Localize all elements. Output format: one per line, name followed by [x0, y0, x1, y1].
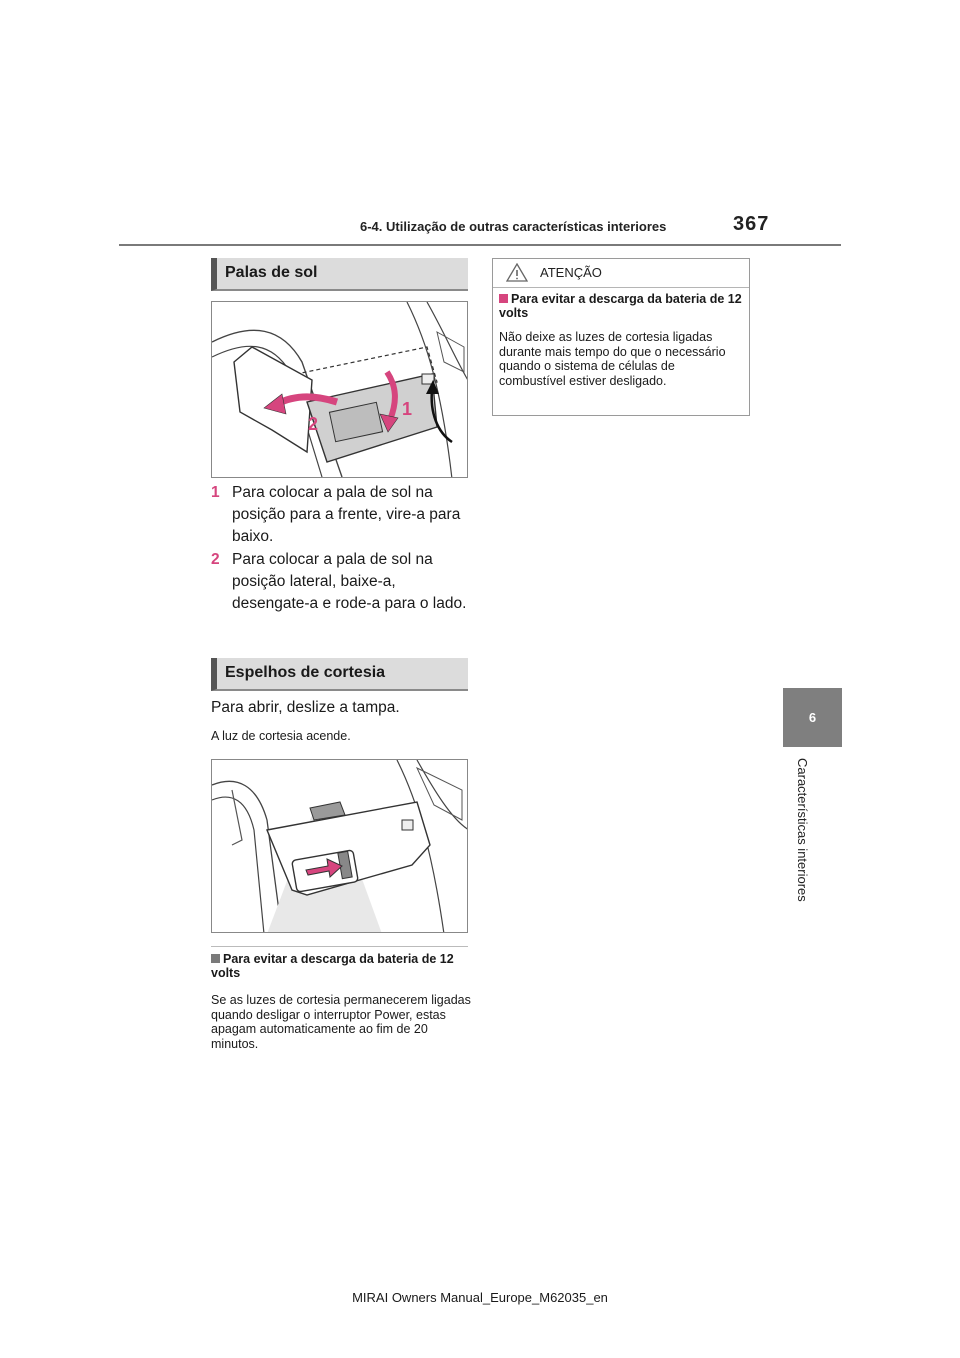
warning-heading-text: Para evitar a descarga da bateria de 12 volts: [499, 292, 742, 320]
step-1: [211, 482, 468, 548]
chapter-label: Características interiores: [795, 758, 810, 902]
bullet-square-icon: [211, 954, 220, 963]
vanity-mirrors-heading: [211, 658, 468, 691]
warning-heading: [499, 292, 743, 320]
sun-visor-illustration: [211, 301, 468, 478]
step-2: [211, 549, 468, 615]
step-2-text: Para colocar a pala de sol na posição lateral, baixe-a, desengate-a e rode-a para o lado.: [232, 551, 467, 612]
header-divider: [119, 244, 841, 246]
step-1-number: 1: [211, 484, 220, 501]
sun-visors-heading: [211, 258, 468, 291]
section-title: 6-4. Utilização de outras características interiores: [360, 219, 667, 234]
battery-note-heading-text: Para evitar a descarga da bateria de 12 volts: [211, 952, 454, 980]
battery-note-heading: [211, 952, 471, 980]
bullet-square-icon: [499, 294, 508, 303]
chapter-tab: [783, 688, 842, 747]
step-1-text: Para colocar a pala de sol na posição para a frente, vire-a para baixo.: [232, 484, 461, 545]
warning-header: [493, 259, 749, 288]
warning-body: Não deixe as luzes de cortesia ligadas durante mais tempo do que o necessário quando o sistema de células de combustível estiver desligado.: [499, 330, 726, 388]
sun-visor-drawing: [212, 302, 468, 478]
page-number: 367: [733, 213, 770, 235]
step-2-number: 2: [211, 551, 220, 568]
footer-text: MIRAI Owners Manual_Europe_M62035_en: [352, 1290, 608, 1305]
vanity-mirrors-heading-text: Espelhos de cortesia: [225, 664, 386, 681]
vanity-mirror-drawing: [212, 760, 468, 933]
callout-1: 1: [402, 399, 413, 419]
callout-2: 2: [308, 414, 319, 434]
warning-title: ATENÇÃO: [540, 265, 602, 280]
warning-triangle-icon: [506, 263, 528, 282]
note-divider: [211, 946, 468, 947]
vanity-mirror-illustration: [211, 759, 468, 933]
mirror-instruction: Para abrir, deslize a tampa.: [211, 699, 400, 716]
chapter-number: 6: [808, 710, 817, 725]
battery-note-body: Se as luzes de cortesia permanecerem ligadas quando desligar o interruptor Power, estas apagam automaticamente ao fim de 20 minutos.: [211, 993, 471, 1051]
mirror-note: A luz de cortesia acende.: [211, 729, 351, 743]
warning-box: [492, 258, 750, 416]
sun-visors-heading-text: Palas de sol: [225, 264, 318, 281]
